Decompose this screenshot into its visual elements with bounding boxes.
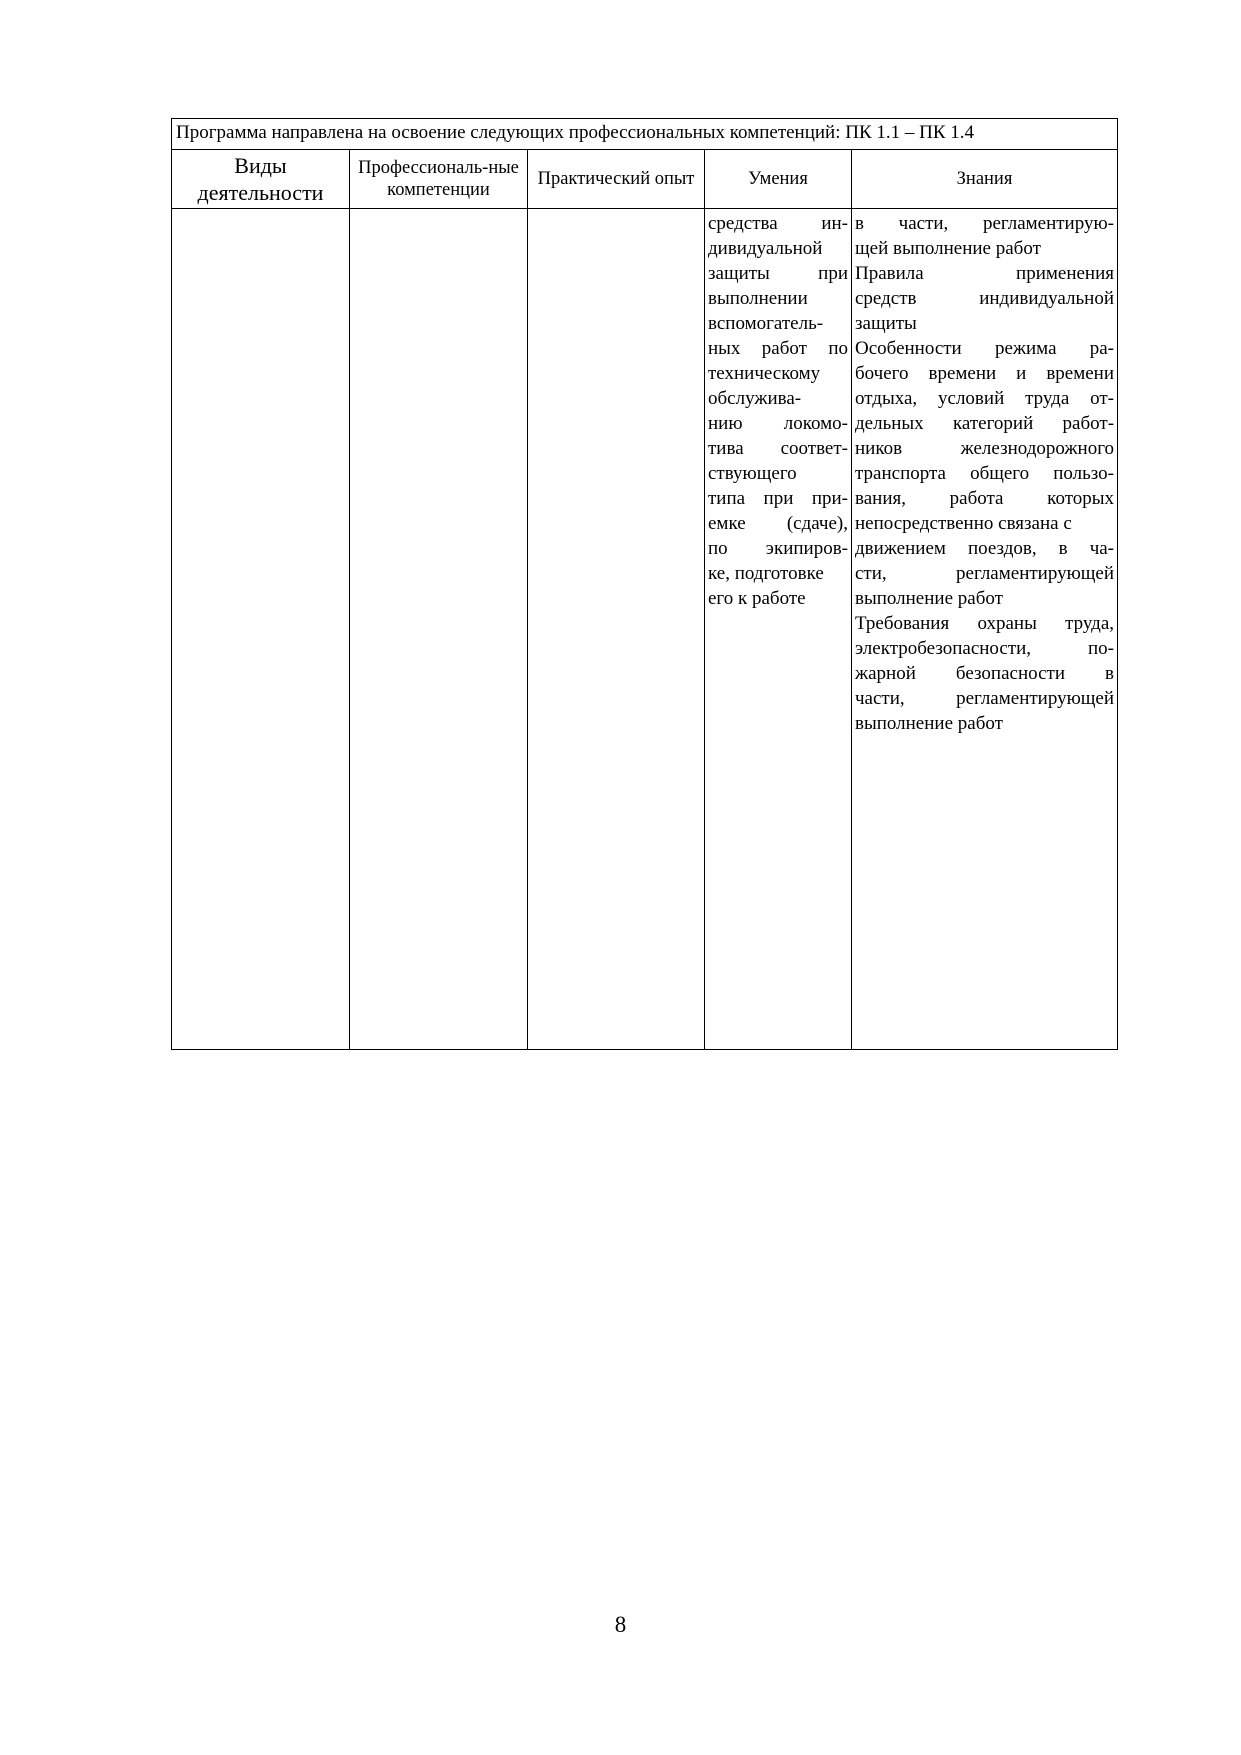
text-line: выполнение работ bbox=[855, 713, 1003, 734]
text-line: ных работ по bbox=[708, 338, 848, 359]
cell-skills bbox=[705, 209, 852, 1050]
header-knowledge: Знания bbox=[852, 150, 1118, 209]
text-line: средств индивидуальной bbox=[855, 288, 1115, 309]
text-line: выполнении bbox=[708, 288, 808, 309]
text-line: электробезопасности, по- bbox=[855, 638, 1115, 659]
text-line: тива соответ- bbox=[708, 438, 848, 459]
table-header-row bbox=[172, 150, 1118, 209]
table-caption: Программа направлена на освоение следующих профессиональных компетенций: ПК 1.1 – ПК 1.4 bbox=[172, 119, 1118, 150]
text-line: щей выполнение работ bbox=[855, 238, 1041, 259]
text-line: по экипиров- bbox=[708, 538, 848, 559]
text-line: движением поездов, в ча- bbox=[855, 538, 1115, 559]
table-row bbox=[172, 209, 1118, 1050]
header-activity-types: Виды деятельности bbox=[172, 150, 350, 209]
cell-practical-experience bbox=[528, 209, 705, 1050]
text-line: защиты при bbox=[708, 263, 848, 284]
header-professional-competencies: Профессиональ-ные компетенции bbox=[350, 150, 528, 209]
text-line: нию локомо- bbox=[708, 413, 848, 434]
text-line: обслужива- bbox=[708, 388, 802, 409]
text-line: бочего времени и времени bbox=[855, 363, 1115, 384]
knowledge-text bbox=[852, 209, 1117, 736]
table-caption-row bbox=[172, 119, 1118, 150]
text-line: емке (сдаче), bbox=[708, 513, 848, 534]
text-line: ствующего bbox=[708, 463, 797, 484]
text-line: ке, подготовке bbox=[708, 563, 824, 584]
text-line: Требования охраны труда, bbox=[855, 613, 1115, 634]
text-line: отдыха, условий труда от- bbox=[855, 388, 1115, 409]
text-line: транспорта общего пользо- bbox=[855, 463, 1115, 484]
text-line: ников железнодорожного bbox=[855, 438, 1115, 459]
header-skills: Умения bbox=[705, 150, 852, 209]
text-line: дивидуальной bbox=[708, 238, 823, 259]
competencies-table-container bbox=[171, 118, 1117, 1050]
cell-activity-types bbox=[172, 209, 350, 1050]
text-line: типа при при- bbox=[708, 488, 848, 509]
cell-knowledge bbox=[852, 209, 1118, 1050]
competencies-table bbox=[171, 118, 1118, 1050]
text-line: Правила применения bbox=[855, 263, 1115, 284]
page-number: 8 bbox=[614, 1612, 627, 1637]
text-line: жарной безопасности в bbox=[855, 663, 1115, 684]
text-line: сти, регламентирующей bbox=[855, 563, 1115, 584]
text-line: средства ин- bbox=[708, 213, 848, 234]
text-line: части, регламентирующей bbox=[855, 688, 1115, 709]
text-line: в части, регламентирую- bbox=[855, 213, 1115, 234]
text-line: дельных категорий работ- bbox=[855, 413, 1115, 434]
text-line: выполнение работ bbox=[855, 588, 1003, 609]
text-line: техническому bbox=[708, 363, 821, 384]
text-line: вания, работа которых bbox=[855, 488, 1115, 509]
text-line: его к работе bbox=[708, 588, 806, 609]
cell-professional-competencies bbox=[350, 209, 528, 1050]
skills-text bbox=[705, 209, 851, 611]
text-line: защиты bbox=[855, 313, 917, 334]
text-line: непосредственно связана с bbox=[855, 513, 1072, 534]
text-line: вспомогатель- bbox=[708, 313, 824, 334]
header-practical-experience: Практический опыт bbox=[528, 150, 705, 209]
text-line: Особенности режима ра- bbox=[855, 338, 1115, 359]
